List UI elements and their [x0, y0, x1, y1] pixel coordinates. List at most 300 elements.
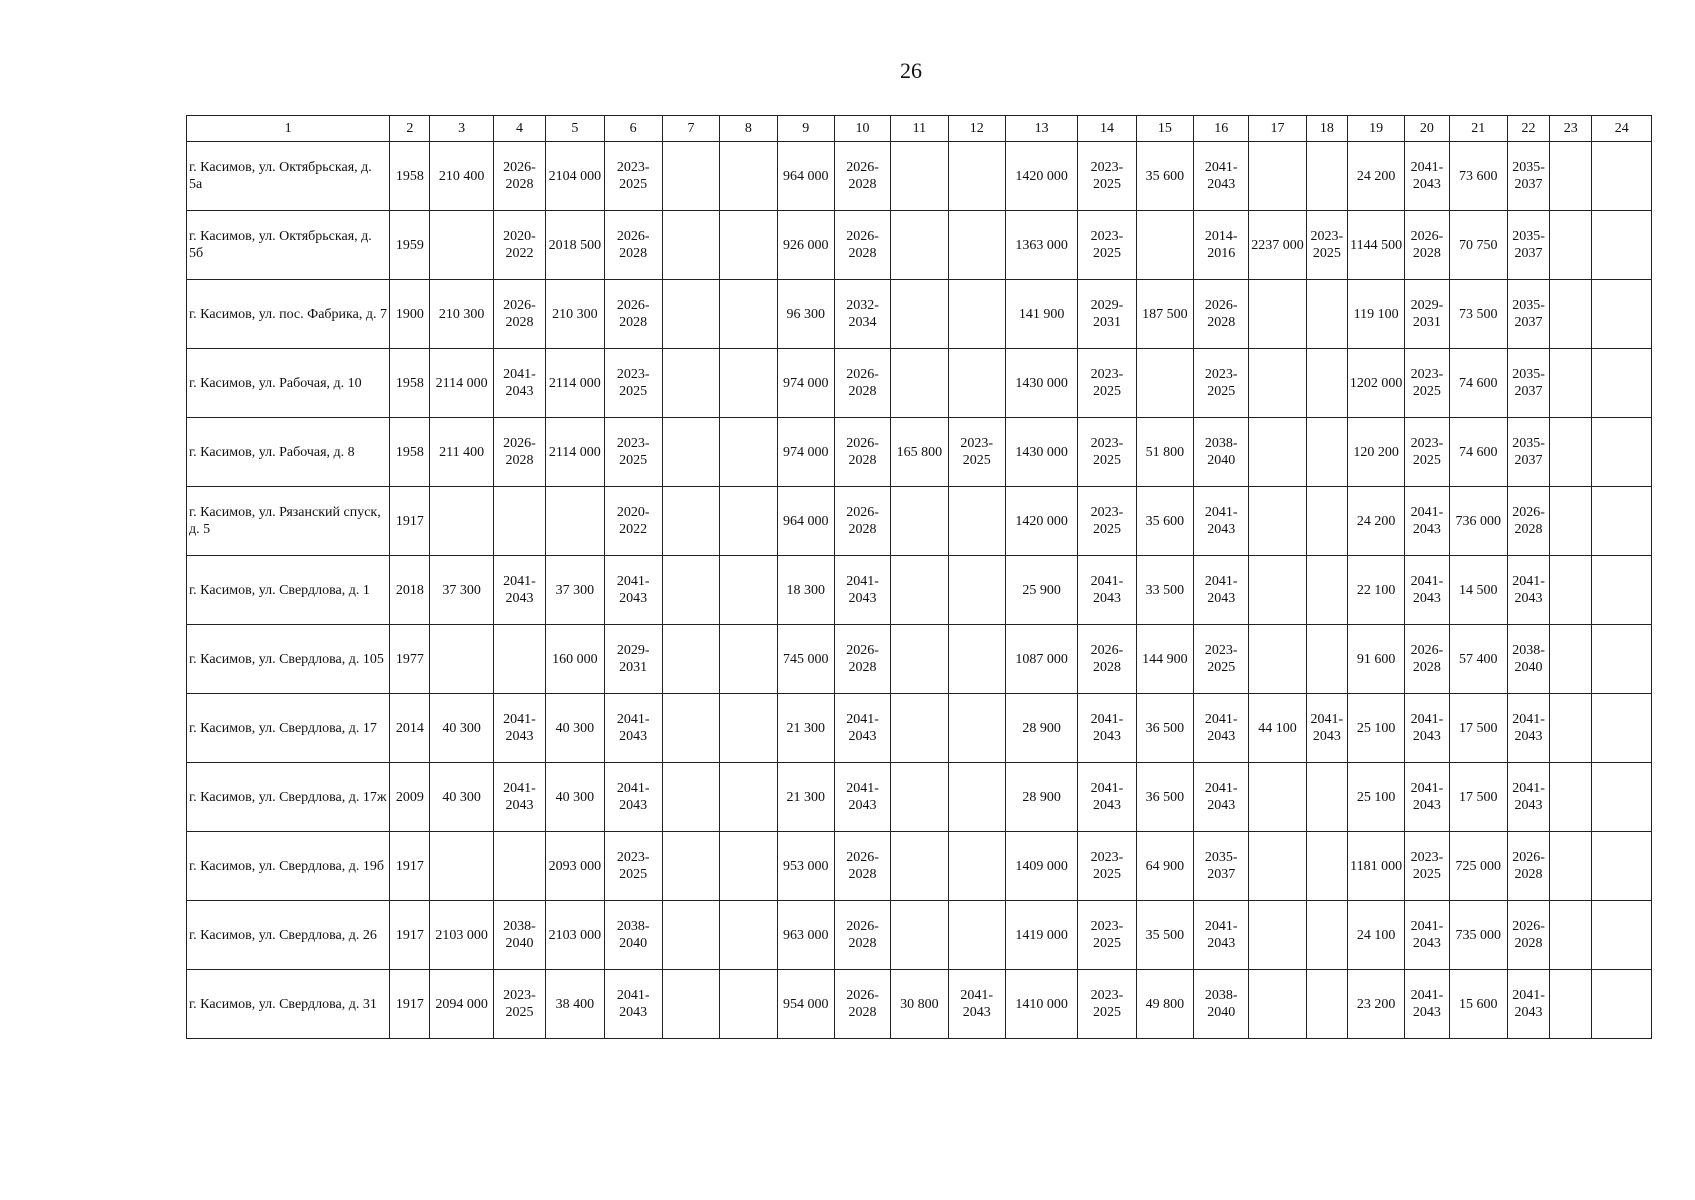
- address-cell: г. Касимов, ул. Октябрьская, д. 5б: [187, 211, 390, 280]
- table-cell: 2023-2025: [493, 970, 545, 1039]
- table-cell: [1249, 970, 1306, 1039]
- table-cell: [1550, 211, 1592, 280]
- table-cell: 926 000: [777, 211, 834, 280]
- table-cell: 2023-2025: [1405, 349, 1449, 418]
- table-cell: 120 200: [1347, 418, 1404, 487]
- table-cell: [1592, 487, 1652, 556]
- table-cell: 953 000: [777, 832, 834, 901]
- table-row: [187, 970, 1652, 1039]
- table-cell: [891, 832, 948, 901]
- table-cell: 2026-2028: [834, 142, 890, 211]
- table-cell: 73 600: [1449, 142, 1507, 211]
- table-cell: 2029-2031: [1405, 280, 1449, 349]
- table-cell: [1306, 763, 1347, 832]
- table-cell: [1306, 280, 1347, 349]
- column-number-23: 23: [1550, 116, 1592, 142]
- address-cell: г. Касимов, ул. Свердлова, д. 31: [187, 970, 390, 1039]
- table-cell: 210 300: [430, 280, 493, 349]
- table-cell: 35 600: [1136, 142, 1193, 211]
- header-row: [187, 116, 1652, 142]
- table-body: [187, 142, 1652, 1039]
- column-number-15: 15: [1136, 116, 1193, 142]
- table-cell: [720, 901, 777, 970]
- table-cell: 35 600: [1136, 487, 1193, 556]
- table-cell: 735 000: [1449, 901, 1507, 970]
- table-cell: 14 500: [1449, 556, 1507, 625]
- table-cell: [1249, 763, 1306, 832]
- table-cell: [891, 280, 948, 349]
- table-cell: 2023-2025: [1405, 832, 1449, 901]
- column-number-2: 2: [390, 116, 430, 142]
- table-cell: 2023-2025: [1405, 418, 1449, 487]
- table-cell: [662, 556, 719, 625]
- table-cell: [493, 625, 545, 694]
- table-cell: [1550, 832, 1592, 901]
- address-cell: г. Касимов, ул. Рабочая, д. 8: [187, 418, 390, 487]
- table-cell: [720, 349, 777, 418]
- table-cell: 74 600: [1449, 349, 1507, 418]
- table-cell: 2038-2040: [604, 901, 662, 970]
- table-cell: [1592, 418, 1652, 487]
- table-cell: 2041-2043: [1078, 556, 1136, 625]
- table-cell: 30 800: [891, 970, 948, 1039]
- table-cell: 2023-2025: [604, 418, 662, 487]
- page-number: 26: [900, 58, 922, 83]
- table-cell: 2023-2025: [604, 142, 662, 211]
- table-cell: 2041-2043: [1405, 556, 1449, 625]
- table-cell: 2026-2028: [493, 142, 545, 211]
- table-cell: 2041-2043: [1194, 556, 1249, 625]
- table-cell: [948, 142, 1005, 211]
- table-cell: 2041-2043: [604, 763, 662, 832]
- table-cell: [662, 694, 719, 763]
- table-cell: 2026-2028: [834, 625, 890, 694]
- column-number-11: 11: [891, 116, 948, 142]
- table-row: [187, 901, 1652, 970]
- table-cell: 2032-2034: [834, 280, 890, 349]
- table-cell: 2026-2028: [834, 901, 890, 970]
- address-cell: г. Касимов, ул. Свердлова, д. 105: [187, 625, 390, 694]
- table-cell: [1306, 349, 1347, 418]
- column-number-18: 18: [1306, 116, 1347, 142]
- table-cell: [662, 349, 719, 418]
- table-cell: [1550, 349, 1592, 418]
- column-number-3: 3: [430, 116, 493, 142]
- table-cell: [948, 349, 1005, 418]
- table-cell: 1419 000: [1005, 901, 1077, 970]
- table-cell: 2041-2043: [604, 694, 662, 763]
- table-cell: 1181 000: [1347, 832, 1404, 901]
- address-cell: г. Касимов, ул. Свердлова, д. 17: [187, 694, 390, 763]
- table-cell: [1249, 625, 1306, 694]
- table-cell: 2035-2037: [1507, 418, 1549, 487]
- table-cell: [430, 625, 493, 694]
- table-cell: 2026-2028: [1405, 625, 1449, 694]
- table-cell: 2041-2043: [493, 349, 545, 418]
- table-cell: 1363 000: [1005, 211, 1077, 280]
- table-cell: 187 500: [1136, 280, 1193, 349]
- table-cell: [1249, 832, 1306, 901]
- table-cell: 2023-2025: [1078, 211, 1136, 280]
- table-cell: [1592, 763, 1652, 832]
- table-cell: [1550, 487, 1592, 556]
- table-row: [187, 625, 1652, 694]
- address-cell: г. Касимов, ул. Рабочая, д. 10: [187, 349, 390, 418]
- table-cell: 2041-2043: [1306, 694, 1347, 763]
- table-cell: 2041-2043: [948, 970, 1005, 1039]
- table-cell: 21 300: [777, 763, 834, 832]
- address-cell: г. Касимов, ул. Рязанский спуск, д. 5: [187, 487, 390, 556]
- column-number-21: 21: [1449, 116, 1507, 142]
- table-cell: 36 500: [1136, 694, 1193, 763]
- table-cell: [1249, 280, 1306, 349]
- table-cell: 25 100: [1347, 694, 1404, 763]
- table-cell: 57 400: [1449, 625, 1507, 694]
- table-cell: 2041-2043: [1507, 763, 1549, 832]
- address-cell: г. Касимов, ул. Свердлова, д. 1: [187, 556, 390, 625]
- table-cell: 2026-2028: [834, 832, 890, 901]
- table-cell: 2035-2037: [1507, 142, 1549, 211]
- table-cell: 974 000: [777, 349, 834, 418]
- table-cell: 2023-2025: [1078, 970, 1136, 1039]
- table-cell: 1917: [390, 487, 430, 556]
- table-cell: [1592, 625, 1652, 694]
- table-cell: [948, 625, 1005, 694]
- column-number-19: 19: [1347, 116, 1404, 142]
- address-cell: г. Касимов, ул. Свердлова, д. 17ж: [187, 763, 390, 832]
- table-cell: [891, 763, 948, 832]
- table-cell: 2026-2028: [604, 280, 662, 349]
- table-cell: [1306, 142, 1347, 211]
- table-cell: [720, 487, 777, 556]
- table-cell: 160 000: [546, 625, 604, 694]
- table-cell: 2041-2043: [1405, 763, 1449, 832]
- table-cell: [1136, 211, 1193, 280]
- table-cell: [1592, 832, 1652, 901]
- column-number-header: [187, 116, 1652, 142]
- table-cell: [1592, 142, 1652, 211]
- table-cell: 1420 000: [1005, 487, 1077, 556]
- table-cell: 2103 000: [430, 901, 493, 970]
- table-cell: 49 800: [1136, 970, 1193, 1039]
- table-cell: 35 500: [1136, 901, 1193, 970]
- table-cell: [430, 211, 493, 280]
- table-cell: [1550, 970, 1592, 1039]
- table-cell: 25 900: [1005, 556, 1077, 625]
- table-cell: 2114 000: [430, 349, 493, 418]
- table-cell: 24 100: [1347, 901, 1404, 970]
- column-number-20: 20: [1405, 116, 1449, 142]
- table-cell: 211 400: [430, 418, 493, 487]
- table-cell: [720, 832, 777, 901]
- table-cell: [948, 556, 1005, 625]
- table-cell: [1550, 556, 1592, 625]
- table-cell: 974 000: [777, 418, 834, 487]
- table-cell: 38 400: [546, 970, 604, 1039]
- table-cell: 2029-2031: [1078, 280, 1136, 349]
- table-cell: 2041-2043: [1194, 142, 1249, 211]
- table-row: [187, 418, 1652, 487]
- table-row: [187, 280, 1652, 349]
- table-cell: 1430 000: [1005, 349, 1077, 418]
- table-cell: 2041-2043: [1078, 694, 1136, 763]
- table-cell: 1917: [390, 901, 430, 970]
- table-cell: 24 200: [1347, 142, 1404, 211]
- table-cell: 96 300: [777, 280, 834, 349]
- table-cell: [1249, 901, 1306, 970]
- table-cell: 2041-2043: [1507, 970, 1549, 1039]
- table-cell: 25 100: [1347, 763, 1404, 832]
- table-cell: 2009: [390, 763, 430, 832]
- table-cell: 2029-2031: [604, 625, 662, 694]
- table-cell: 1977: [390, 625, 430, 694]
- table-cell: 1409 000: [1005, 832, 1077, 901]
- table-cell: 2026-2028: [834, 349, 890, 418]
- table-cell: 1958: [390, 142, 430, 211]
- table-row: [187, 487, 1652, 556]
- table-cell: [948, 763, 1005, 832]
- table-cell: [1306, 970, 1347, 1039]
- table-cell: 1420 000: [1005, 142, 1077, 211]
- table-cell: 2041-2043: [493, 694, 545, 763]
- table-cell: [891, 625, 948, 694]
- table-cell: 2026-2028: [604, 211, 662, 280]
- table-cell: 40 300: [430, 763, 493, 832]
- column-number-8: 8: [720, 116, 777, 142]
- table-row: [187, 211, 1652, 280]
- address-cell: г. Касимов, ул. Свердлова, д. 26: [187, 901, 390, 970]
- table-cell: [662, 970, 719, 1039]
- table-cell: 2041-2043: [834, 763, 890, 832]
- table-row: [187, 694, 1652, 763]
- table-cell: [1592, 349, 1652, 418]
- table-row: [187, 142, 1652, 211]
- table-cell: 64 900: [1136, 832, 1193, 901]
- table-cell: 24 200: [1347, 487, 1404, 556]
- table-cell: 2038-2040: [493, 901, 545, 970]
- table-cell: 1958: [390, 418, 430, 487]
- table-cell: [1306, 418, 1347, 487]
- table-cell: 2041-2043: [493, 556, 545, 625]
- table-cell: [1592, 556, 1652, 625]
- table-cell: 2023-2025: [1194, 349, 1249, 418]
- table-cell: 51 800: [1136, 418, 1193, 487]
- table-cell: [662, 901, 719, 970]
- table-cell: 2018: [390, 556, 430, 625]
- table-cell: 2026-2028: [834, 970, 890, 1039]
- table-cell: 210 300: [546, 280, 604, 349]
- table-cell: 2023-2025: [1078, 349, 1136, 418]
- table-cell: 73 500: [1449, 280, 1507, 349]
- table-cell: 2026-2028: [834, 211, 890, 280]
- table-cell: 1900: [390, 280, 430, 349]
- table-cell: 2026-2028: [1405, 211, 1449, 280]
- table-cell: 2023-2025: [1078, 142, 1136, 211]
- table-cell: 1958: [390, 349, 430, 418]
- table-cell: [1550, 694, 1592, 763]
- table-cell: 963 000: [777, 901, 834, 970]
- table-cell: 2023-2025: [1078, 901, 1136, 970]
- table-cell: [948, 832, 1005, 901]
- table-cell: 23 200: [1347, 970, 1404, 1039]
- address-cell: г. Касимов, ул. Свердлова, д. 19б: [187, 832, 390, 901]
- table-row: [187, 832, 1652, 901]
- table-cell: 725 000: [1449, 832, 1507, 901]
- table-cell: 2041-2043: [604, 556, 662, 625]
- table-cell: 2023-2025: [1078, 487, 1136, 556]
- table-cell: [1306, 556, 1347, 625]
- table-cell: 74 600: [1449, 418, 1507, 487]
- table-cell: 2041-2043: [1194, 763, 1249, 832]
- table-cell: 2023-2025: [1306, 211, 1347, 280]
- column-number-17: 17: [1249, 116, 1306, 142]
- table-cell: [1550, 280, 1592, 349]
- column-number-7: 7: [662, 116, 719, 142]
- table-cell: [948, 901, 1005, 970]
- table-cell: 2041-2043: [834, 694, 890, 763]
- housing-register-table: [186, 115, 1652, 1039]
- table-cell: [1592, 211, 1652, 280]
- table-cell: 22 100: [1347, 556, 1404, 625]
- table-cell: [720, 763, 777, 832]
- table-cell: 1430 000: [1005, 418, 1077, 487]
- table-cell: 2035-2037: [1507, 349, 1549, 418]
- table-cell: 2014-2016: [1194, 211, 1249, 280]
- table-cell: [891, 694, 948, 763]
- table-cell: 2026-2028: [834, 487, 890, 556]
- table-cell: [1249, 418, 1306, 487]
- table-cell: [1550, 625, 1592, 694]
- table-cell: 2023-2025: [604, 349, 662, 418]
- table-cell: [891, 487, 948, 556]
- table-cell: 2026-2028: [834, 418, 890, 487]
- table-cell: 70 750: [1449, 211, 1507, 280]
- table-cell: 28 900: [1005, 694, 1077, 763]
- table-cell: [1592, 901, 1652, 970]
- table-cell: 2041-2043: [1405, 487, 1449, 556]
- table-cell: 2114 000: [546, 418, 604, 487]
- table-cell: 2041-2043: [1078, 763, 1136, 832]
- table-cell: [720, 694, 777, 763]
- table-cell: 2041-2043: [1405, 142, 1449, 211]
- table-cell: 1917: [390, 970, 430, 1039]
- table-cell: [1306, 832, 1347, 901]
- table-cell: 2014: [390, 694, 430, 763]
- table-cell: 2041-2043: [1194, 901, 1249, 970]
- table-cell: 2035-2037: [1507, 280, 1549, 349]
- column-number-22: 22: [1507, 116, 1549, 142]
- table-cell: 2041-2043: [1194, 694, 1249, 763]
- table-cell: 2023-2025: [1194, 625, 1249, 694]
- table-cell: 15 600: [1449, 970, 1507, 1039]
- table-cell: [720, 418, 777, 487]
- table-cell: [720, 211, 777, 280]
- table-row: [187, 556, 1652, 625]
- column-number-16: 16: [1194, 116, 1249, 142]
- table-cell: [1306, 625, 1347, 694]
- table-cell: 165 800: [891, 418, 948, 487]
- table-cell: 745 000: [777, 625, 834, 694]
- table-cell: [546, 487, 604, 556]
- table-cell: 2103 000: [546, 901, 604, 970]
- table-cell: [891, 211, 948, 280]
- column-number-10: 10: [834, 116, 890, 142]
- table-cell: [493, 487, 545, 556]
- table-cell: 2041-2043: [604, 970, 662, 1039]
- table-cell: 2018 500: [546, 211, 604, 280]
- table-cell: [948, 211, 1005, 280]
- table-cell: 36 500: [1136, 763, 1193, 832]
- table-cell: [720, 970, 777, 1039]
- table-cell: 1917: [390, 832, 430, 901]
- table-cell: 2026-2028: [1507, 832, 1549, 901]
- table-cell: [891, 901, 948, 970]
- address-cell: г. Касимов, ул. пос. Фабрика, д. 7: [187, 280, 390, 349]
- table-cell: 2041-2043: [1405, 901, 1449, 970]
- table-cell: 1410 000: [1005, 970, 1077, 1039]
- table-cell: [1249, 556, 1306, 625]
- table-cell: 17 500: [1449, 763, 1507, 832]
- table-cell: 119 100: [1347, 280, 1404, 349]
- table-cell: [493, 832, 545, 901]
- table-cell: [662, 832, 719, 901]
- table-cell: 37 300: [546, 556, 604, 625]
- table-cell: 2237 000: [1249, 211, 1306, 280]
- table-cell: 2038-2040: [1194, 418, 1249, 487]
- table-cell: 2041-2043: [1507, 556, 1549, 625]
- table-cell: [1306, 901, 1347, 970]
- table-cell: [662, 280, 719, 349]
- column-number-1: 1: [187, 116, 390, 142]
- table-cell: 37 300: [430, 556, 493, 625]
- table-cell: [662, 625, 719, 694]
- table-cell: 2035-2037: [1194, 832, 1249, 901]
- table-cell: 2023-2025: [1078, 418, 1136, 487]
- table-cell: 2038-2040: [1194, 970, 1249, 1039]
- table-cell: [1306, 487, 1347, 556]
- table-cell: 2023-2025: [948, 418, 1005, 487]
- table-cell: [1550, 763, 1592, 832]
- table-cell: [1249, 142, 1306, 211]
- table-cell: 1959: [390, 211, 430, 280]
- table-cell: 736 000: [1449, 487, 1507, 556]
- table-cell: [1550, 142, 1592, 211]
- table-cell: 2038-2040: [1507, 625, 1549, 694]
- table-cell: 2041-2043: [1405, 970, 1449, 1039]
- table-cell: 210 400: [430, 142, 493, 211]
- table-cell: 40 300: [546, 763, 604, 832]
- table-cell: 21 300: [777, 694, 834, 763]
- table-cell: 2041-2043: [493, 763, 545, 832]
- table-cell: 44 100: [1249, 694, 1306, 763]
- table-cell: 1087 000: [1005, 625, 1077, 694]
- table-cell: 1144 500: [1347, 211, 1404, 280]
- address-cell: г. Касимов, ул. Октябрьская, д. 5а: [187, 142, 390, 211]
- table-cell: [662, 418, 719, 487]
- table-cell: 2020-2022: [493, 211, 545, 280]
- table-cell: 2035-2037: [1507, 211, 1549, 280]
- table-cell: [1136, 349, 1193, 418]
- column-number-9: 9: [777, 116, 834, 142]
- table-cell: [948, 694, 1005, 763]
- table-cell: [1592, 694, 1652, 763]
- table-cell: 1202 000: [1347, 349, 1404, 418]
- table-cell: 18 300: [777, 556, 834, 625]
- table-cell: [720, 142, 777, 211]
- column-number-14: 14: [1078, 116, 1136, 142]
- table-cell: [1249, 487, 1306, 556]
- table-cell: 2094 000: [430, 970, 493, 1039]
